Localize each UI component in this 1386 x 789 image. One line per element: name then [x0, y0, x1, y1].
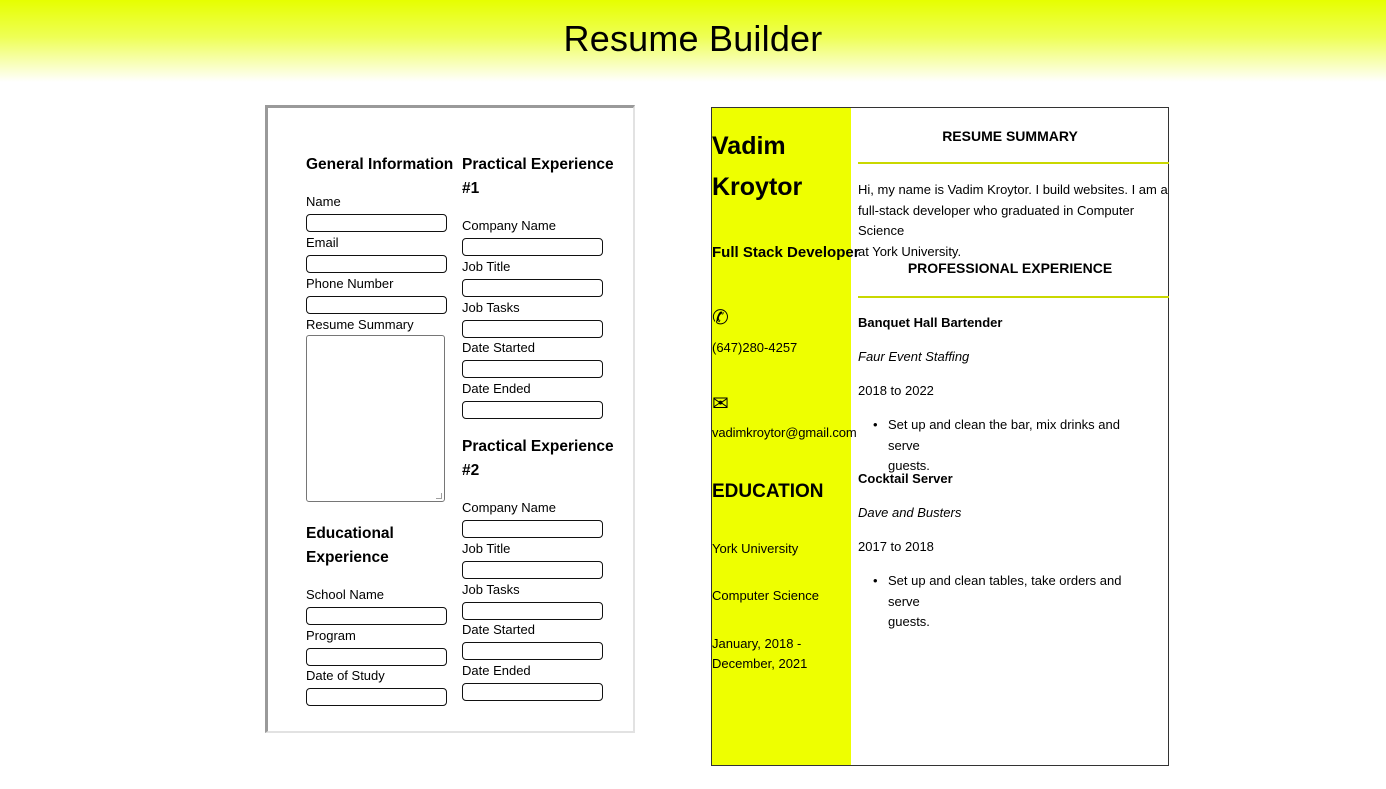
school-label: School Name — [306, 587, 385, 602]
name-label: Name — [306, 194, 341, 209]
phone-icon: ✆ — [712, 307, 729, 329]
experience-heading: PROFESSIONAL EXPERIENCE — [907, 260, 1113, 276]
summary-textarea[interactable] — [306, 335, 445, 502]
job-2-task-line2: guests. — [888, 614, 930, 629]
p1-started-label: Date Started — [462, 340, 535, 355]
job-1-task-line2: guests. — [888, 458, 930, 473]
resume-main — [851, 108, 1169, 765]
p1-company-group — [462, 218, 607, 256]
p2-company-input[interactable] — [462, 520, 603, 538]
p2-tasks-label: Job Tasks — [462, 582, 520, 597]
resume-preview — [711, 107, 1169, 766]
education-heading-line2: Experience — [306, 549, 389, 566]
phone-input[interactable] — [306, 296, 447, 314]
p1-started-input[interactable] — [462, 360, 603, 378]
general-info-heading: General Information — [306, 156, 454, 173]
email-field-group — [306, 235, 451, 273]
phone-field-group — [306, 276, 451, 314]
resume-sidebar — [712, 108, 860, 765]
email-input[interactable] — [306, 255, 447, 273]
program-input[interactable] — [306, 648, 447, 666]
summary-text — [858, 180, 1169, 262]
resume-email: vadimkroytor@gmail.com — [712, 425, 857, 440]
p1-tasks-group — [462, 300, 607, 338]
study-date-input[interactable] — [306, 688, 447, 706]
p2-ended-group — [462, 663, 607, 701]
p2-job-title-group — [462, 541, 607, 579]
job-1-task-line1: Set up and clean the bar, mix drinks and serve — [888, 417, 1120, 453]
school-input[interactable] — [306, 607, 447, 625]
job-1-task — [873, 415, 1153, 477]
study-date-label: Date of Study — [306, 668, 385, 683]
p2-company-label: Company Name — [462, 500, 556, 515]
summary-field-group — [306, 317, 451, 502]
job-1-dates: 2018 to 2022 — [858, 383, 934, 398]
program-field-group — [306, 628, 451, 666]
bullet-icon: • — [873, 417, 878, 432]
practical-1-heading — [462, 153, 622, 201]
p2-job-title-input[interactable] — [462, 561, 603, 579]
p1-started-group — [462, 340, 607, 378]
program-label: Program — [306, 628, 356, 643]
p2-tasks-group — [462, 582, 607, 620]
p1-tasks-label: Job Tasks — [462, 300, 520, 315]
p1-ended-label: Date Ended — [462, 381, 531, 396]
job-1-company: Faur Event Staffing — [858, 349, 970, 364]
resume-first-name: Vadim — [712, 132, 786, 160]
p1-job-title-label: Job Title — [462, 259, 511, 274]
summary-divider — [858, 162, 1169, 164]
bullet-icon: • — [873, 573, 878, 588]
p1-job-title-group — [462, 259, 607, 297]
job-1-title: Banquet Hall Bartender — [858, 315, 1003, 330]
p1-company-label: Company Name — [462, 218, 556, 233]
resume-program: Computer Science — [712, 588, 819, 603]
study-date-field-group — [306, 668, 451, 706]
resize-grip-icon[interactable] — [436, 493, 442, 499]
p1-ended-group — [462, 381, 607, 419]
resume-job-title: Full Stack Developer — [712, 244, 860, 261]
resume-study-dates — [712, 634, 862, 674]
practical-2-heading-line2: #2 — [462, 462, 480, 479]
p2-started-group — [462, 622, 607, 660]
resume-name — [712, 126, 842, 208]
practical-2-heading — [462, 435, 622, 483]
p2-ended-label: Date Ended — [462, 663, 531, 678]
mail-icon: ✉ — [712, 393, 729, 415]
name-input[interactable] — [306, 214, 447, 232]
resume-form — [265, 105, 635, 733]
education-heading — [306, 522, 456, 570]
resume-school: York University — [712, 541, 799, 556]
summary-line1: Hi, my name is Vadim Kroytor. I build websites. I am a — [858, 182, 1168, 197]
job-2-company: Dave and Busters — [858, 505, 962, 520]
p2-started-label: Date Started — [462, 622, 535, 637]
email-label: Email — [306, 235, 339, 250]
school-field-group — [306, 587, 451, 625]
study-dates-line1: January, 2018 - — [712, 636, 802, 651]
phone-label: Phone Number — [306, 276, 394, 291]
practical-2-heading-line1: Practical Experience — [462, 438, 614, 455]
p2-job-title-label: Job Title — [462, 541, 511, 556]
summary-label: Resume Summary — [306, 317, 414, 332]
summary-heading: RESUME SUMMARY — [942, 128, 1078, 144]
p2-started-input[interactable] — [462, 642, 603, 660]
job-2-dates: 2017 to 2018 — [858, 539, 934, 554]
job-2-task-line1: Set up and clean tables, take orders and serve — [888, 573, 1122, 609]
study-dates-line2: December, 2021 — [712, 656, 808, 671]
name-field-group — [306, 194, 451, 232]
experience-divider — [858, 296, 1169, 298]
p1-tasks-input[interactable] — [462, 320, 603, 338]
job-2-title: Cocktail Server — [858, 471, 953, 486]
education-heading-preview: EDUCATION — [712, 481, 824, 502]
summary-line2: full-stack developer who graduated in Computer Science — [858, 202, 1135, 238]
p2-tasks-input[interactable] — [462, 602, 603, 620]
p1-ended-input[interactable] — [462, 401, 603, 419]
app-header — [0, 0, 1386, 82]
resume-phone: (647)280-4257 — [712, 340, 798, 355]
resume-last-name: Kroytor — [712, 173, 803, 201]
summary-line3: at York University. — [858, 243, 962, 259]
p1-company-input[interactable] — [462, 238, 603, 256]
app-title: Resume Builder — [563, 18, 823, 59]
practical-1-heading-line1: Practical Experience — [462, 156, 614, 173]
p2-ended-input[interactable] — [462, 683, 603, 701]
p2-company-group — [462, 500, 607, 538]
p1-job-title-input[interactable] — [462, 279, 603, 297]
education-heading-line1: Educational — [306, 525, 394, 542]
practical-1-heading-line2: #1 — [462, 180, 480, 197]
job-2-task — [873, 571, 1153, 633]
